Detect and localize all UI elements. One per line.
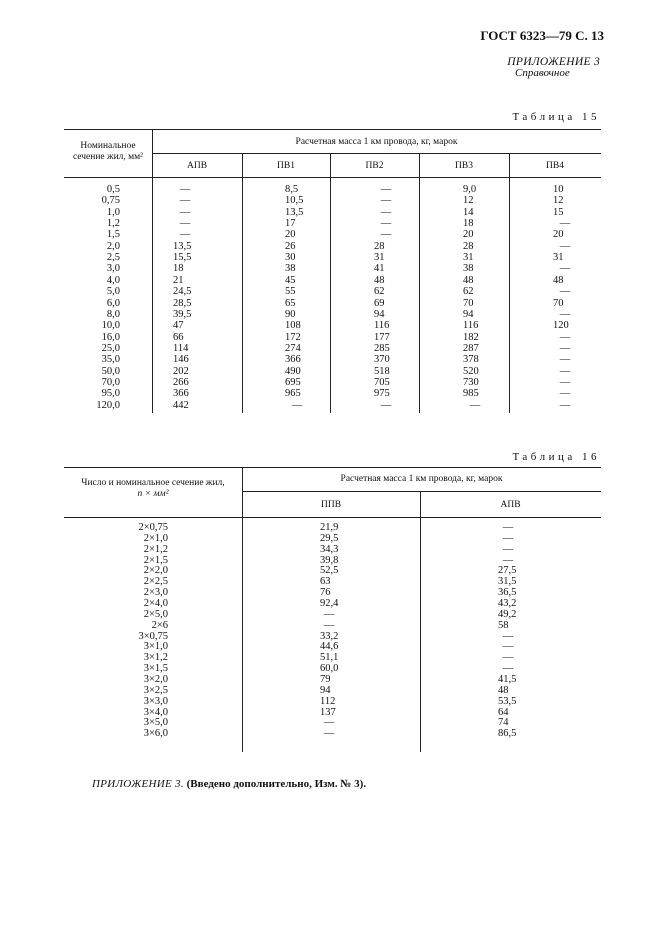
table15-column-header: ПВ1 bbox=[277, 161, 295, 171]
table15-value-cell: 266 bbox=[173, 376, 189, 388]
table16-apv-cell: — bbox=[502, 543, 514, 555]
table15-value-cell: 28 bbox=[463, 240, 474, 252]
table15-value-cell: — bbox=[469, 399, 481, 411]
table15-size-cell: 35,0 bbox=[101, 354, 120, 366]
table16-ppv-cell: 76 bbox=[320, 587, 331, 599]
table16-ppv-cell: — bbox=[323, 608, 335, 620]
table16-apv-cell: 48 bbox=[498, 684, 509, 696]
table16-caption: Таблица 16 bbox=[512, 451, 600, 463]
table16-ppv-cell: 44,6 bbox=[320, 641, 339, 653]
table15-value-cell: — bbox=[559, 218, 571, 230]
table15-value-cell: 48 bbox=[553, 274, 564, 286]
table15-column-header: ПВ4 bbox=[546, 161, 564, 171]
table15-value-cell: 116 bbox=[463, 320, 479, 332]
table16-stub-header-line2: n × мм² bbox=[137, 489, 169, 499]
table16-ppv-cell: 34,3 bbox=[320, 543, 339, 555]
table15-value-cell: 285 bbox=[374, 342, 390, 354]
table15-value-cell: 94 bbox=[374, 308, 385, 320]
table15-value-cell: — bbox=[559, 331, 571, 343]
table15-value-cell: 177 bbox=[374, 331, 390, 343]
table15-value-cell: 182 bbox=[463, 331, 479, 343]
table15-column-header: ПВ3 bbox=[455, 161, 473, 171]
table15-size-cell: 1,2 bbox=[106, 218, 120, 230]
table16-size-cell: 2×0,75 bbox=[138, 522, 168, 533]
table15-column-divider bbox=[330, 153, 331, 413]
table16-apv-cell: 49,2 bbox=[498, 608, 517, 620]
table15-value-cell: — bbox=[179, 218, 191, 230]
table16-apv-cell: 36,5 bbox=[498, 587, 517, 599]
table16-apv-cell: 43,2 bbox=[498, 598, 517, 609]
table16-top-rule bbox=[64, 467, 601, 468]
table15-value-cell: 520 bbox=[463, 365, 479, 377]
table16-apv-cell: 58 bbox=[498, 619, 509, 631]
table16-apv-cell: — bbox=[502, 630, 514, 642]
table15-value-cell: 21 bbox=[173, 274, 184, 286]
table15-size-cell: 50,0 bbox=[101, 365, 120, 377]
table15-value-cell: 12 bbox=[553, 195, 564, 207]
table15-value-cell: — bbox=[559, 399, 571, 411]
table15-value-cell: 370 bbox=[374, 354, 390, 366]
table15-value-cell: 28 bbox=[374, 240, 385, 252]
table16-apv-cell: — bbox=[502, 554, 514, 566]
table15-value-cell: 378 bbox=[463, 354, 479, 366]
table15-value-cell: — bbox=[380, 206, 392, 218]
table15-value-cell: 14 bbox=[463, 206, 474, 218]
table15-value-cell: 116 bbox=[374, 320, 390, 332]
table16-size-cell: 2×1,0 bbox=[143, 532, 168, 544]
table15-value-cell: 15 bbox=[553, 206, 564, 218]
table15-value-cell: 90 bbox=[285, 308, 296, 320]
table15-size-cell: 0,75 bbox=[101, 195, 120, 207]
table16-ppv-cell: 137 bbox=[320, 706, 336, 718]
table15-header-rule bbox=[64, 177, 601, 178]
table15-value-cell: — bbox=[559, 388, 571, 400]
table15-value-cell: — bbox=[559, 342, 571, 354]
footer-note bbox=[92, 778, 366, 790]
table16-size-cell: 3×2,5 bbox=[143, 684, 168, 696]
table15-value-cell: 730 bbox=[463, 376, 479, 388]
table15-value-cell: 70 bbox=[553, 297, 564, 309]
table16-apv-cell: — bbox=[502, 641, 514, 653]
table15-size-cell: 5,0 bbox=[106, 286, 120, 298]
table15-value-cell: — bbox=[559, 365, 571, 377]
table16-size-cell: 2×2,0 bbox=[143, 565, 168, 577]
table15-group-rule bbox=[152, 153, 601, 154]
table15-value-cell: 31 bbox=[463, 252, 474, 264]
table15-value-cell: 66 bbox=[173, 331, 184, 343]
table16-apv-cell: — bbox=[502, 532, 514, 544]
table15-value-cell: — bbox=[179, 206, 191, 218]
table16-size-cell: 2×6 bbox=[151, 619, 168, 631]
table15-value-cell: 10,5 bbox=[285, 195, 304, 207]
table15-size-cell: 25,0 bbox=[101, 342, 120, 354]
table16-size-cell: 2×3,0 bbox=[143, 587, 168, 599]
table16-ppv-cell: 39,8 bbox=[320, 554, 339, 566]
table15-value-cell: — bbox=[179, 229, 191, 241]
table15-value-cell: 490 bbox=[285, 365, 301, 377]
table15-size-cell: 10,0 bbox=[101, 320, 120, 332]
table15-value-cell: 20 bbox=[553, 229, 564, 241]
table16-stub-header-line1: Число и номинальное сечение жил, bbox=[81, 478, 225, 488]
table15-value-cell: 94 bbox=[463, 308, 474, 320]
footer-amendment: (Введено дополнительно, Изм. № 3). bbox=[186, 778, 367, 790]
table15-value-cell: 17 bbox=[285, 218, 296, 230]
table16-apv-cell: 27,5 bbox=[498, 565, 517, 577]
table15-value-cell: 146 bbox=[173, 354, 189, 366]
table15-column-divider bbox=[419, 153, 420, 413]
table16-apv-cell: 86,5 bbox=[498, 728, 517, 740]
table15-value-cell: — bbox=[559, 240, 571, 252]
table16-apv-cell: 31,5 bbox=[498, 576, 517, 588]
table15-top-rule bbox=[64, 129, 601, 130]
table15-size-cell: 3,0 bbox=[106, 263, 120, 275]
document-id: ГОСТ 6323—79 С. 13 bbox=[480, 28, 604, 43]
table16-size-cell: 3×2,0 bbox=[143, 673, 168, 685]
table16-group-rule bbox=[242, 491, 601, 492]
table16-ppv-cell: 51,1 bbox=[320, 652, 339, 664]
table15-value-cell: 47 bbox=[173, 320, 184, 332]
table15-value-cell: 24,5 bbox=[173, 286, 192, 298]
table15-value-cell: 10 bbox=[553, 184, 564, 195]
table15-value-cell: 70 bbox=[463, 297, 474, 309]
appendix-title: ПРИЛОЖЕНИЕ 3 bbox=[507, 56, 600, 68]
table16-group-header: Расчетная масса 1 км провода, кг, марок bbox=[340, 474, 503, 484]
table16-ppv-cell: — bbox=[323, 728, 335, 740]
table16-ppv-cell: 21,9 bbox=[320, 522, 339, 533]
table15-value-cell: 15,5 bbox=[173, 252, 192, 264]
table15-value-cell: 12 bbox=[463, 195, 474, 207]
table15-value-cell: 45 bbox=[285, 274, 296, 286]
table15-size-cell: 2,5 bbox=[106, 252, 120, 264]
table15-value-cell: 62 bbox=[463, 286, 474, 298]
table15-value-cell: 69 bbox=[374, 297, 385, 309]
table15-value-cell: 108 bbox=[285, 320, 301, 332]
table16-ppv-cell: 29,5 bbox=[320, 532, 339, 544]
table15-value-cell: 48 bbox=[463, 274, 474, 286]
table15-value-cell: 26 bbox=[285, 240, 296, 252]
table15-value-cell: 20 bbox=[463, 229, 474, 241]
table15-value-cell: 31 bbox=[553, 252, 564, 264]
table15-value-cell: 28,5 bbox=[173, 297, 192, 309]
table16-column-header: ППВ bbox=[320, 500, 342, 510]
table15-value-cell: — bbox=[380, 399, 392, 411]
table15-value-cell: 48 bbox=[374, 274, 385, 286]
footer-appendix-ref: ПРИЛОЖЕНИЕ 3. bbox=[92, 778, 184, 790]
table16-size-cell: 3×1,5 bbox=[143, 663, 168, 674]
table16-size-cell: 3×5,0 bbox=[143, 717, 168, 729]
table16-size-cell: 2×1,5 bbox=[143, 554, 168, 566]
table15-value-cell: 18 bbox=[173, 263, 184, 275]
table16-ppv-cell: 92,4 bbox=[320, 598, 339, 609]
table16-ppv-cell: 112 bbox=[320, 695, 336, 707]
table15-size-cell: 70,0 bbox=[101, 376, 120, 388]
table15-size-cell: 2,0 bbox=[106, 240, 120, 252]
table15-column-divider bbox=[242, 153, 243, 413]
table15-value-cell: — bbox=[559, 286, 571, 298]
table15-value-cell: — bbox=[559, 263, 571, 275]
table15-size-cell: 1,5 bbox=[106, 229, 120, 241]
table15-value-cell: 38 bbox=[285, 263, 296, 275]
table15-size-cell: 95,0 bbox=[101, 388, 120, 400]
table15-value-cell: — bbox=[559, 354, 571, 366]
table15-value-cell: 39,5 bbox=[173, 308, 192, 320]
table15-group-header: Расчетная масса 1 км провода, кг, марок bbox=[295, 137, 458, 147]
appendix-type: Справочное bbox=[515, 67, 570, 79]
table16-ppv-cell: — bbox=[323, 717, 335, 729]
table16-size-cell: 3×3,0 bbox=[143, 695, 168, 707]
table16-apv-cell: 41,5 bbox=[498, 673, 517, 685]
table16-size-cell: 3×4,0 bbox=[143, 706, 168, 718]
table15-value-cell: — bbox=[380, 229, 392, 241]
table15-size-cell: 1,0 bbox=[106, 206, 120, 218]
table15-value-cell: 274 bbox=[285, 342, 301, 354]
table16-size-cell: 3×6,0 bbox=[143, 728, 168, 740]
table15-size-cell: 120,0 bbox=[96, 399, 120, 411]
table15-value-cell: 31 bbox=[374, 252, 385, 264]
table15-value-cell: 65 bbox=[285, 297, 296, 309]
table16-size-cell: 3×1,2 bbox=[143, 652, 168, 664]
table15-value-cell: 9,0 bbox=[463, 184, 477, 195]
table15-size-cell: 4,0 bbox=[106, 274, 120, 286]
table16-column-divider bbox=[420, 491, 421, 752]
table15-size-cell: 6,0 bbox=[106, 297, 120, 309]
table15-value-cell: 18 bbox=[463, 218, 474, 230]
table16-size-cell: 3×1,0 bbox=[143, 641, 168, 653]
table15-value-cell: — bbox=[559, 376, 571, 388]
table15-value-cell: — bbox=[380, 184, 392, 195]
table16-header-rule bbox=[64, 517, 601, 518]
table16-apv-cell: 74 bbox=[498, 717, 509, 729]
table16-apv-cell: — bbox=[502, 652, 514, 664]
table15-column-header: ПВ2 bbox=[365, 161, 384, 171]
table16-size-cell: 2×1,2 bbox=[143, 543, 168, 555]
table15-value-cell: 62 bbox=[374, 286, 385, 298]
table15-value-cell: 518 bbox=[374, 365, 390, 377]
table15-value-cell: 366 bbox=[173, 388, 189, 400]
table15-value-cell: 695 bbox=[285, 376, 301, 388]
table15-value-cell: 41 bbox=[374, 263, 385, 275]
table15-caption: Таблица 15 bbox=[512, 111, 600, 123]
table15-value-cell: 366 bbox=[285, 354, 301, 366]
table15-value-cell: 8,5 bbox=[285, 184, 299, 195]
table16-ppv-cell: 79 bbox=[320, 673, 331, 685]
table16-ppv-cell: 52,5 bbox=[320, 565, 339, 577]
table15-value-cell: 55 bbox=[285, 286, 296, 298]
table15-value-cell: 20 bbox=[285, 229, 296, 241]
table15-column-divider bbox=[509, 153, 510, 413]
table15-value-cell: 287 bbox=[463, 342, 479, 354]
table16-ppv-cell: 63 bbox=[320, 576, 331, 588]
table15-value-cell: 114 bbox=[173, 342, 189, 354]
table16-size-cell: 2×2,5 bbox=[143, 576, 168, 588]
table15-stub-header: Номинальное сечение жил, мм² bbox=[72, 141, 144, 162]
table15-value-cell: — bbox=[179, 195, 191, 207]
table15-value-cell: — bbox=[179, 184, 191, 195]
table16-size-cell: 3×0,75 bbox=[138, 630, 168, 642]
table15-value-cell: — bbox=[559, 308, 571, 320]
table15-value-cell: 13,5 bbox=[285, 206, 304, 218]
table16-ppv-cell: 60,0 bbox=[320, 663, 339, 674]
table16-ppv-cell: 33,2 bbox=[320, 630, 339, 642]
table16-ppv-cell: — bbox=[323, 619, 335, 631]
table15-value-cell: — bbox=[291, 399, 303, 411]
table16-column-header: АПВ bbox=[500, 500, 521, 510]
table15-size-cell: 8,0 bbox=[106, 308, 120, 320]
table16-apv-cell: — bbox=[502, 522, 514, 533]
table15-value-cell: 120 bbox=[553, 320, 569, 332]
table16-apv-cell: 64 bbox=[498, 706, 509, 718]
table15-value-cell: 13,5 bbox=[173, 240, 192, 252]
table15-value-cell: 202 bbox=[173, 365, 189, 377]
table16-size-cell: 2×5,0 bbox=[143, 608, 168, 620]
table15-value-cell: 172 bbox=[285, 331, 301, 343]
table15-value-cell: 38 bbox=[463, 263, 474, 275]
table15-value-cell: 442 bbox=[173, 399, 189, 411]
table16-stub-header bbox=[64, 478, 242, 500]
table15-size-cell: 0,5 bbox=[106, 184, 120, 195]
table16-size-cell: 2×4,0 bbox=[143, 598, 168, 609]
table16-ppv-cell: 94 bbox=[320, 684, 331, 696]
table15-value-cell: — bbox=[380, 218, 392, 230]
table15-value-cell: 965 bbox=[285, 388, 301, 400]
table16-apv-cell: — bbox=[502, 663, 514, 674]
table15-value-cell: 975 bbox=[374, 388, 390, 400]
table15-value-cell: 705 bbox=[374, 376, 390, 388]
table15-value-cell: 30 bbox=[285, 252, 296, 264]
table15-value-cell: 985 bbox=[463, 388, 479, 400]
table16-apv-cell: 53,5 bbox=[498, 695, 517, 707]
table15-value-cell: — bbox=[380, 195, 392, 207]
table15-column-header: АПВ bbox=[186, 161, 208, 171]
table15-size-cell: 16,0 bbox=[101, 331, 120, 343]
